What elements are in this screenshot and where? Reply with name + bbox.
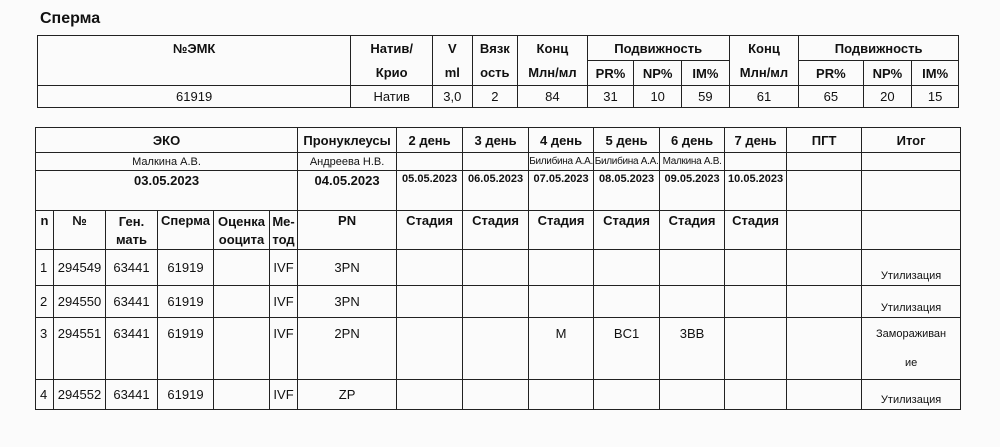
- doctor-day-4: Билибина А.А.: [529, 153, 594, 171]
- doctor-eco: Малкина А.В.: [36, 153, 298, 171]
- header-np: NP%: [634, 61, 682, 86]
- cell-pn: 2PN: [298, 318, 397, 380]
- cell-sperm: 61919: [158, 286, 214, 318]
- date-day-3: 06.05.2023: [463, 171, 529, 211]
- header-viscosity-2: ость: [472, 61, 518, 86]
- date-day-7: 10.05.2023: [725, 171, 787, 211]
- cell-day-5: BC1: [594, 318, 660, 380]
- value-np: 10: [634, 86, 682, 108]
- cell-day-5: [594, 286, 660, 318]
- cell-pgt: [787, 250, 862, 286]
- col-result: [862, 211, 961, 250]
- cell-oocyte-grade: [214, 380, 270, 410]
- cell-result: Утилизация: [862, 286, 961, 318]
- cell-day-4: M: [529, 318, 594, 380]
- cell-day-7: [725, 380, 787, 410]
- header-day-7: 7 день: [725, 128, 787, 153]
- date-day-5: 08.05.2023: [594, 171, 660, 211]
- date-day-6: 09.05.2023: [660, 171, 725, 211]
- cell-method: IVF: [270, 380, 298, 410]
- cell-genetic-mother: 63441: [106, 380, 158, 410]
- header-day-5: 5 день: [594, 128, 660, 153]
- cell-sperm: 61919: [158, 380, 214, 410]
- header-result: Итог: [862, 128, 961, 153]
- cell-result: Заморaживан ие: [862, 318, 961, 380]
- col-method: Ме- тод: [270, 211, 298, 250]
- cell-pgt: [787, 286, 862, 318]
- header-type: Натив/: [351, 36, 433, 61]
- header-type-2: Крио: [351, 61, 433, 86]
- cell-day-7: [725, 286, 787, 318]
- cell-method: IVF: [270, 286, 298, 318]
- value-emk: 61919: [38, 86, 351, 108]
- date-pronuclei: 04.05.2023: [298, 171, 397, 211]
- cell-day-2: [397, 286, 463, 318]
- cell-day-3: [463, 250, 529, 286]
- header-emk: №ЭМК: [38, 36, 351, 61]
- value-pr: 31: [587, 86, 634, 108]
- header-concentration-2: Конц: [729, 36, 798, 61]
- table-row: [36, 286, 961, 318]
- cell-oocyte-grade: [214, 286, 270, 318]
- doctor-result: [862, 153, 961, 171]
- cell-day-6: [660, 250, 725, 286]
- header-pronuclei: Пронуклеусы: [298, 128, 397, 153]
- col-n: n: [36, 211, 54, 250]
- header-emk-cont: [38, 61, 351, 86]
- header-volume: V: [433, 36, 472, 61]
- cell-pn: 3PN: [298, 250, 397, 286]
- cell-day-2: [397, 250, 463, 286]
- cell-pn: ZP: [298, 380, 397, 410]
- cell-pgt: [787, 318, 862, 380]
- cell-day-7: [725, 250, 787, 286]
- value-im: 59: [682, 86, 730, 108]
- header-np-2: NP%: [863, 61, 912, 86]
- cell-n: 1: [36, 250, 54, 286]
- value-volume: 3,0: [433, 86, 472, 108]
- col-stage-day-7: Стадия: [725, 211, 787, 250]
- cell-number: 294550: [54, 286, 106, 318]
- col-number: №: [54, 211, 106, 250]
- cell-day-5: [594, 250, 660, 286]
- cell-day-4: [529, 286, 594, 318]
- cell-day-7: [725, 318, 787, 380]
- date-day-2: 05.05.2023: [397, 171, 463, 211]
- table-row: [36, 318, 961, 380]
- header-pgt: ПГТ: [787, 128, 862, 153]
- cell-day-2: [397, 380, 463, 410]
- doctor-day-3: [463, 153, 529, 171]
- header-day-6: 6 день: [660, 128, 725, 153]
- cell-result: Утилизация: [862, 250, 961, 286]
- cell-genetic-mother: 63441: [106, 318, 158, 380]
- header-day-3: 3 день: [463, 128, 529, 153]
- col-pn: PN: [298, 211, 397, 250]
- header-motility-2: Подвижность: [799, 36, 959, 61]
- doctor-day-2: [397, 153, 463, 171]
- col-pgt: [787, 211, 862, 250]
- date-day-4: 07.05.2023: [529, 171, 594, 211]
- cell-day-6: [660, 380, 725, 410]
- col-oocyte-grade: Оценка ооцита: [214, 211, 270, 250]
- cell-result: Утилизация: [862, 380, 961, 410]
- cell-number: 294552: [54, 380, 106, 410]
- cell-day-4: [529, 250, 594, 286]
- col-stage-day-4: Стадия: [529, 211, 594, 250]
- cell-day-6: 3BB: [660, 318, 725, 380]
- cell-genetic-mother: 63441: [106, 286, 158, 318]
- date-result: [862, 171, 961, 211]
- header-motility: Подвижность: [587, 36, 729, 61]
- cell-day-3: [463, 380, 529, 410]
- cell-day-4: [529, 380, 594, 410]
- value-im-2: 15: [912, 86, 959, 108]
- doctor-day-6: Малкина А.В.: [660, 153, 725, 171]
- header-pr-2: PR%: [799, 61, 863, 86]
- header-viscosity: Вязк: [472, 36, 518, 61]
- header-volume-unit: ml: [433, 61, 472, 86]
- col-stage-day-3: Стадия: [463, 211, 529, 250]
- cell-n: 2: [36, 286, 54, 318]
- eco-table: [35, 127, 961, 410]
- value-type: Натив: [351, 86, 433, 108]
- doctor-pronuclei: Андреева Н.В.: [298, 153, 397, 171]
- value-np-2: 20: [863, 86, 912, 108]
- col-stage-day-5: Стадия: [594, 211, 660, 250]
- cell-oocyte-grade: [214, 250, 270, 286]
- cell-pgt: [787, 380, 862, 410]
- cell-genetic-mother: 63441: [106, 250, 158, 286]
- col-sperm: Сперма: [158, 211, 214, 250]
- header-im: IM%: [682, 61, 730, 86]
- cell-number: 294551: [54, 318, 106, 380]
- header-day-2: 2 день: [397, 128, 463, 153]
- cell-day-3: [463, 318, 529, 380]
- header-concentration-2-unit: Млн/мл: [729, 61, 798, 86]
- cell-n: 3: [36, 318, 54, 380]
- value-viscosity: 2: [472, 86, 518, 108]
- cell-oocyte-grade: [214, 318, 270, 380]
- doctor-pgt: [787, 153, 862, 171]
- cell-day-2: [397, 318, 463, 380]
- section-title: Сперма: [40, 10, 101, 27]
- table-row: [36, 250, 961, 286]
- cell-n: 4: [36, 380, 54, 410]
- cell-day-3: [463, 286, 529, 318]
- cell-sperm: 61919: [158, 250, 214, 286]
- cell-day-5: [594, 380, 660, 410]
- value-pr-2: 65: [799, 86, 863, 108]
- cell-sperm: 61919: [158, 318, 214, 380]
- col-stage-day-2: Стадия: [397, 211, 463, 250]
- header-im-2: IM%: [912, 61, 959, 86]
- sperm-table: [37, 35, 959, 108]
- header-day-4: 4 день: [529, 128, 594, 153]
- header-eco: ЭКО: [36, 128, 298, 153]
- value-concentration: 84: [518, 86, 587, 108]
- col-genetic-mother: Ген. мать: [106, 211, 158, 250]
- cell-pn: 3PN: [298, 286, 397, 318]
- value-concentration-2: 61: [729, 86, 798, 108]
- cell-method: IVF: [270, 318, 298, 380]
- header-pr: PR%: [587, 61, 634, 86]
- cell-number: 294549: [54, 250, 106, 286]
- cell-day-6: [660, 286, 725, 318]
- header-concentration-unit: Млн/мл: [518, 61, 587, 86]
- table-row: [36, 380, 961, 410]
- doctor-day-7: [725, 153, 787, 171]
- header-concentration: Конц: [518, 36, 587, 61]
- doctor-day-5: Билибина А.А.: [594, 153, 660, 171]
- date-pgt: [787, 171, 862, 211]
- col-stage-day-6: Стадия: [660, 211, 725, 250]
- cell-method: IVF: [270, 250, 298, 286]
- date-eco: 03.05.2023: [36, 171, 298, 211]
